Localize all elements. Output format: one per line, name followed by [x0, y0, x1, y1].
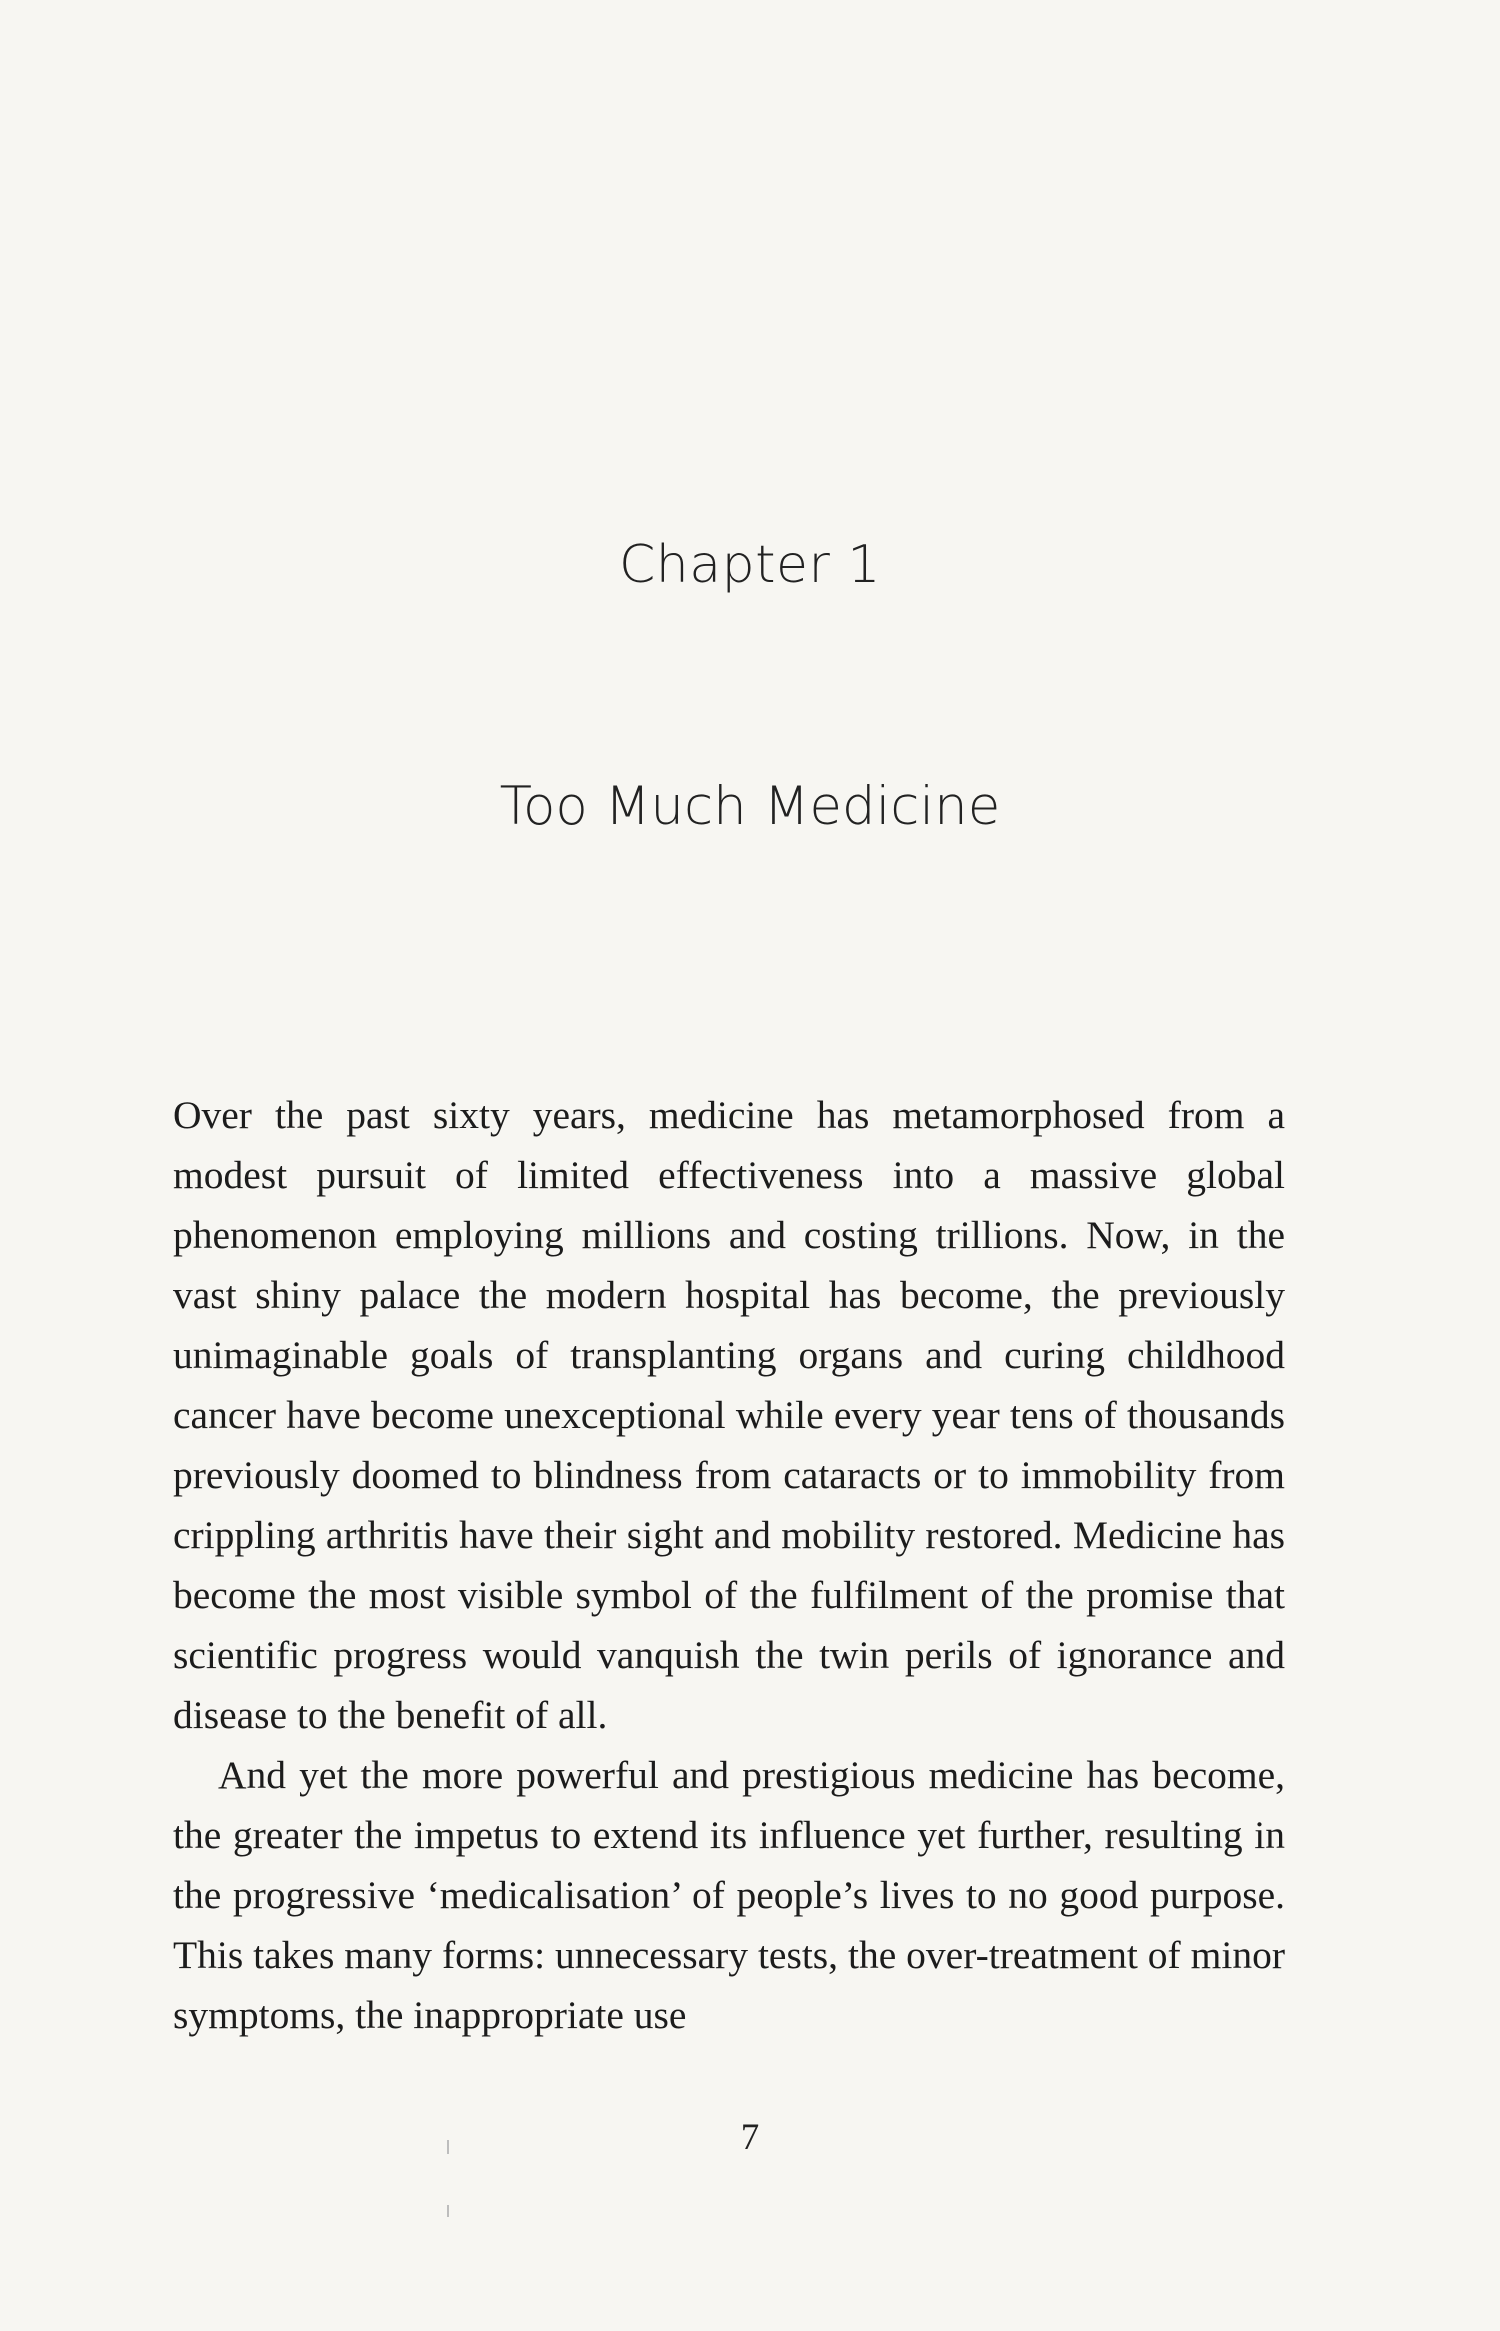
paragraph-2: And yet the more powerful and prestigious medicine has become, the greater the impetus to extend its influence yet further, resulting in the progressive ‘medicalisation’ of people’s lives to no good purpose. This takes many forms: unnecessary tests, the over-treatment of minor symptoms, the inappropriate use — [173, 1753, 1285, 2037]
scan-speck — [447, 2140, 449, 2154]
page-number: 7 — [740, 2117, 760, 2158]
scan-speck — [447, 2205, 449, 2217]
chapter-title: Too Much Medicine — [499, 776, 1001, 837]
chapter-label: Chapter 1 — [618, 535, 881, 595]
paragraph-1: Over the past sixty years, medicine has metamorphosed from a modest pursuit of limited effectiveness into a massive global phenomenon employing millions and costing trillions. Now, in the vast shiny palace the modern hospital has become, the previously unimaginable goals of transplanting organs and curing childhood cancer have become unexceptional while every year tens of thousands previously doomed to blindness from cataracts or to immobility from crippling arthritis have their sight and mobility restored. Medicine has become the most visible symbol of the fulfilment of the promise that scientific progress would vanquish the twin perils of ignorance and disease to the benefit of all. — [173, 1093, 1285, 1737]
body-text — [173, 1085, 1285, 2045]
